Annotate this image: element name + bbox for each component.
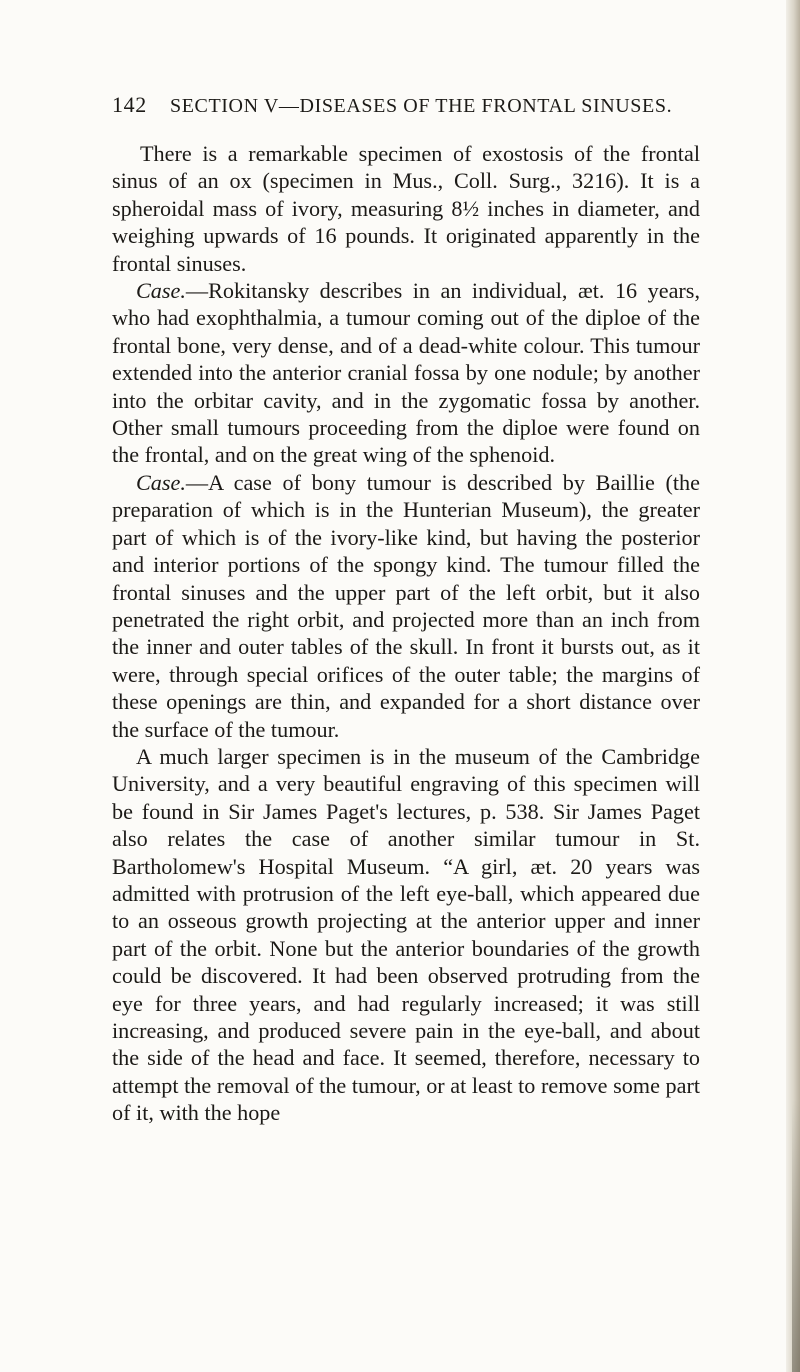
page-number: 142	[112, 92, 147, 117]
case-label: Case.	[136, 469, 186, 495]
paragraph-text: —Rokitansky describes in an individual, æt. 16 years, who had exophthalmia, a tumour coming out of the diploe of the frontal bone, very dense, and of a dead-white colour. This tumour extended into the anterior cranial fossa by one nodule; by another into the orbitar cavity, and in the zygomatic fossa by another. Other small tumours proceeding from the diploe were found on the frontal, and on the great wing of the sphenoid.	[112, 278, 700, 468]
page-edge-stain	[792, 1100, 800, 1372]
running-title: SECTION V—DISEASES OF THE FRONTAL SINUSES.	[170, 95, 673, 117]
paragraph-case-rokitansky	[112, 277, 700, 469]
paragraph-text: There is a remarkable specimen of exostosis of the frontal sinus of an ox (specimen in Mus., Coll. Surg., 3216). It is a spheroidal mass of ivory, measuring 8½ inches in diameter, and weighing upwards of 16 pounds. It originated apparently in the frontal sinuses.	[112, 141, 700, 276]
running-header	[112, 92, 700, 122]
paragraph-text: A much larger specimen is in the museum of the Cambridge University, and a very beautiful engraving of this specimen will be found in Sir James Paget's lectures, p. 538. Sir James Paget also relates the case of another similar tumour in St. Bartholomew's Hospital Museum. “A girl, æt. 20 years was admitted with protrusion of the left eye-ball, which appeared due to an osseous growth projecting at the anterior upper and inner part of the orbit. None but the anterior boundaries of the growth could be discovered. It had been observed protruding from the eye for three years, and had regularly increased; it was still increasing, and produced severe pain in the eye-ball, and about the side of the head and face. It seemed, therefore, necessary to attempt the removal of the tumour, or at least to remove some part of it, with the hope	[112, 743, 700, 1126]
page-body	[112, 140, 700, 1127]
paragraph-case-baillie	[112, 469, 700, 743]
paragraph-ox-exostosis	[112, 140, 700, 277]
case-label: Case.	[136, 278, 186, 304]
paragraph-text: —A case of bony tumour is described by Baillie (the preparation of which is in the Hunterian Museum), the greater part of which is of the ivory-like kind, but having the posterior and interior portions of the spongy kind. The tumour filled the frontal sinuses and the upper part of the left orbit, but it also penetrated the right orbit, and projected more than an inch from the inner and outer tables of the skull. In front it bursts out, as it were, through special orifices of the outer table; the margins of these openings are thin, and expanded for a short distance over the surface of the tumour.	[112, 469, 700, 742]
paragraph-cambridge-specimen	[112, 743, 700, 1127]
